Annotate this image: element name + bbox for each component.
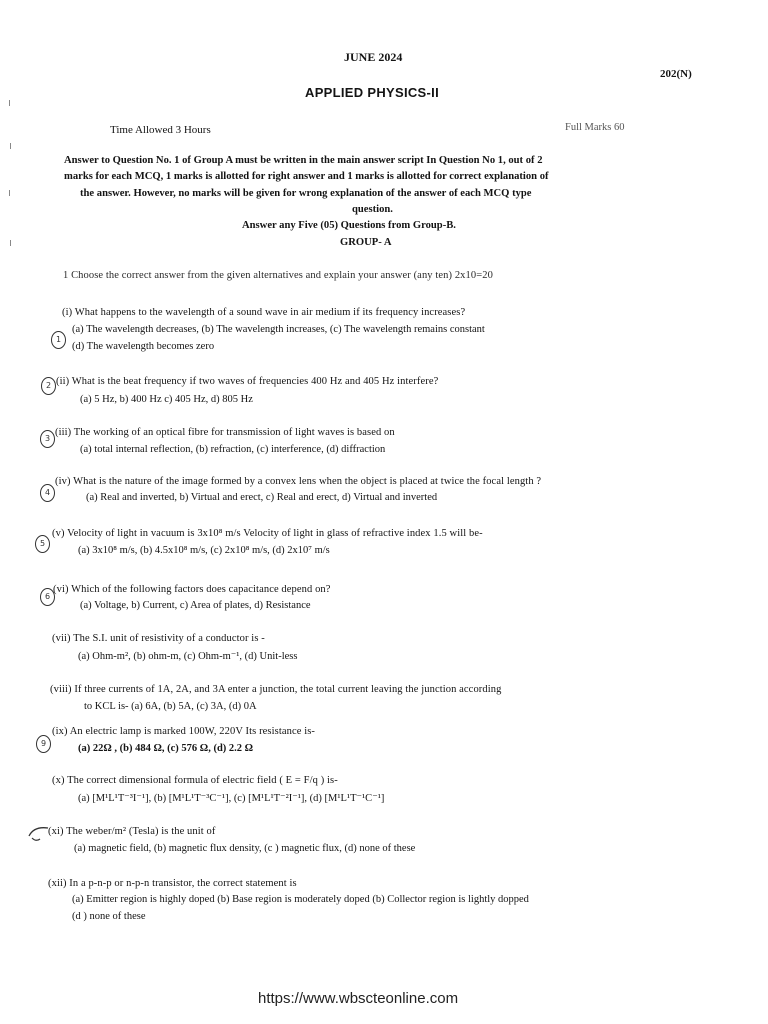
question-5: (v) Velocity of light in vacuum is 3x10⁸ m/s Velocity of light in glass of refractive index 1.5 will be- <box>52 528 483 539</box>
question-12: (xii) In a p-n-p or n-p-n transistor, the correct statement is <box>48 878 297 889</box>
question-9-options: (a) 22Ω , (b) 484 Ω, (c) 576 Ω, (d) 2.2 Ω <box>78 743 254 754</box>
question-8: (viii) If three currents of 1A, 2A, and 3A enter a junction, the total current leaving the junction according <box>50 684 502 695</box>
paper-code: 202(N) <box>660 68 692 80</box>
question-2: (ii) What is the beat frequency if two waves of frequencies 400 Hz and 405 Hz interfere? <box>56 376 439 387</box>
margin-circle-mark: 9 <box>36 735 51 753</box>
question-6: (vi) Which of the following factors does capacitance depend on? <box>53 584 331 595</box>
question-1-options-2: (d) The wavelength becomes zero <box>72 341 215 352</box>
question-12-options: (a) Emitter region is highly doped (b) Base region is moderately doped (b) Collector region is lightly dopped <box>72 894 529 905</box>
question-1-options: (a) The wavelength decreases, (b) The wavelength increases, (c) The wavelength remains constant <box>72 324 485 335</box>
question-1: (i) What happens to the wavelength of a sound wave in air medium if its frequency increases? <box>62 307 466 318</box>
instruction-line-4: question. <box>352 204 393 215</box>
question-10: (x) The correct dimensional formula of electric field ( E = F/q ) is- <box>52 775 338 786</box>
margin-mark <box>10 143 11 149</box>
footer-url[interactable]: https://www.wbscteonline.com <box>258 990 459 1007</box>
margin-mark <box>9 100 10 106</box>
group-heading: GROUP- A <box>340 237 392 248</box>
instruction-line-2: marks for each MCQ, 1 marks is allotted for right answer and 1 marks is allotted for correct explanation of <box>64 171 549 182</box>
question-3-options: (a) total internal reflection, (b) refraction, (c) interference, (d) diffraction <box>80 444 386 455</box>
margin-circle-mark: 1 <box>51 331 66 349</box>
subject-title: APPLIED PHYSICS-II <box>305 85 439 100</box>
question-8-options: to KCL is- (a) 6A, (b) 5A, (c) 3A, (d) 0A <box>84 701 257 712</box>
question-9: (ix) An electric lamp is marked 100W, 220V Its resistance is- <box>52 726 315 737</box>
question-10-options: (a) [M¹L¹T⁻³I⁻¹], (b) [M¹L¹T⁻³C⁻¹], (c) [M¹L¹T⁻²I⁻¹], (d) [M¹L¹T⁻¹C⁻¹] <box>78 793 385 804</box>
instruction-line-5: Answer any Five (05) Questions from Group-B. <box>242 220 456 231</box>
margin-circle-mark: 4 <box>40 484 55 502</box>
question-2-options: (a) 5 Hz, b) 400 Hz c) 405 Hz, d) 805 Hz <box>80 394 253 405</box>
question-11: (xi) The weber/m² (Tesla) is the unit of <box>48 826 216 837</box>
margin-circle-mark: 2 <box>41 377 56 395</box>
question-6-options: (a) Voltage, b) Current, c) Area of plates, d) Resistance <box>80 600 311 611</box>
question-5-options: (a) 3x10⁸ m/s, (b) 4.5x10⁸ m/s, (c) 2x10⁸ m/s, (d) 2x10⁷ m/s <box>78 545 330 556</box>
question-3: (iii) The working of an optical fibre for transmission of light waves is based on <box>55 427 395 438</box>
question-12-options-2: (d ) none of these <box>72 911 146 922</box>
question-intro: 1 Choose the correct answer from the given alternatives and explain your answer (any ten) 2x10=20 <box>63 270 493 281</box>
margin-circle-mark: 6 <box>40 588 55 606</box>
margin-circle-mark: 3 <box>40 430 55 448</box>
question-7-options: (a) Ohm-m², (b) ohm-m, (c) Ohm-m⁻¹, (d) Unit-less <box>78 651 298 662</box>
question-11-options: (a) magnetic field, (b) magnetic flux density, (c ) magnetic flux, (d) none of these <box>74 843 416 854</box>
question-7: (vii) The S.I. unit of resistivity of a conductor is - <box>52 633 265 644</box>
instruction-line-3: the answer. However, no marks will be given for wrong explanation of the answer of each MCQ type <box>80 188 532 199</box>
margin-circle-mark: 5 <box>35 535 50 553</box>
question-4-options: (a) Real and inverted, b) Virtual and erect, c) Real and erect, d) Virtual and inverted <box>86 492 438 503</box>
margin-mark <box>10 240 11 246</box>
margin-mark <box>9 190 10 196</box>
full-marks: Full Marks 60 <box>565 122 625 133</box>
exam-date: JUNE 2024 <box>344 50 403 64</box>
instruction-line-1: Answer to Question No. 1 of Group A must be written in the main answer script In Question No 1, out of 2 <box>64 155 543 166</box>
question-4: (iv) What is the nature of the image formed by a convex lens when the object is placed at twice the focal length ? <box>55 476 542 487</box>
time-allowed: Time Allowed 3 Hours <box>110 124 211 136</box>
